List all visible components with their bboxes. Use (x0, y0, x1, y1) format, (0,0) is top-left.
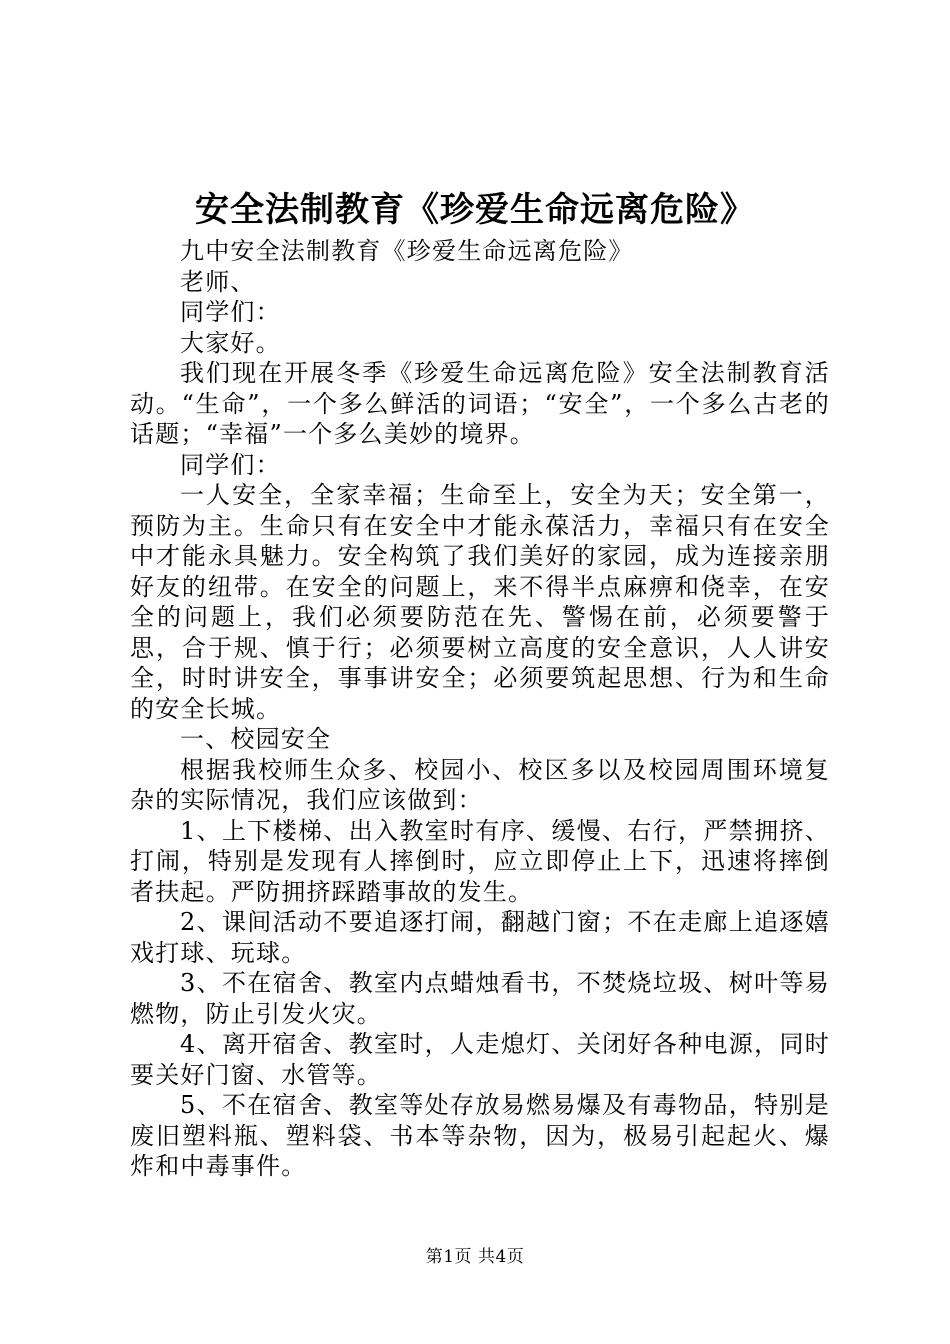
document-body (130, 236, 830, 1182)
paragraph: 老师、 (180, 267, 256, 296)
paragraph: 九中安全法制教育《珍爱生命远离危险》 (180, 237, 634, 265)
list-item: 4、离开宿舍、教室时，人走熄灯、关闭好各种电源，同时要关好门窗、水管等。 (130, 1030, 830, 1089)
paragraph: 我们现在开展冬季《珍爱生命远离危险》安全法制教育活动。“生命”，一个多么鲜活的词语；“安全”，一个多么古老的话题；“幸福”一个多么美妙的境界。 (130, 359, 830, 448)
list-item: 2、课间活动不要追逐打闹，翻越门窗；不在走廊上追逐嬉戏打球、玩球。 (130, 908, 830, 967)
list-item: 5、不在宿舍、教室等处存放易燃易爆及有毒物品，特别是废旧塑料瓶、塑料袋、书本等杂物，因为，极易引起起火、爆炸和中毒事件。 (130, 1091, 830, 1180)
section-heading: 一、校园安全 (180, 725, 332, 753)
paragraph: 同学们： (180, 298, 281, 326)
list-item: 1、上下楼梯、出入教室时有序、缓慢、右行，严禁拥挤、打闹，特别是发现有人摔倒时，应立即停止上下，迅速将摔倒者扶起。严防拥挤踩踏事故的发生。 (130, 816, 830, 906)
document-title: 安全法制教育《珍爱生命远离危险》 (195, 190, 755, 230)
list-item: 3、不在宿舍、教室内点蜡烛看书，不焚烧垃圾、树叶等易燃物，防止引发火灾。 (130, 969, 830, 1028)
page-footer: 第1页 共4页 (425, 1247, 525, 1267)
paragraph: 大家好。 (180, 328, 281, 357)
paragraph: 一人安全，全家幸福；生命至上，安全为天；安全第一，预防为主。生命只有在安全中才能永葆活力，幸福只有在安全中才能永具魅力。安全构筑了我们美好的家园，成为连接亲朋好友的纽带。在安全的问题上，来不得半点麻痹和侥幸，在安全的问题上，我们必须要防范在先、警惕在前，必须要警于思，合于规、慎于行；必须要树立高度的安全意识，人人讲安全，时时讲安全，事事讲安全；必须要筑起思想、行为和生命的安全长城。 (130, 481, 830, 723)
paragraph: 同学们： (180, 450, 281, 479)
paragraph: 根据我校师生众多、校园小、校区多以及校园周围环境复杂的实际情况，我们应该做到： (130, 755, 830, 814)
